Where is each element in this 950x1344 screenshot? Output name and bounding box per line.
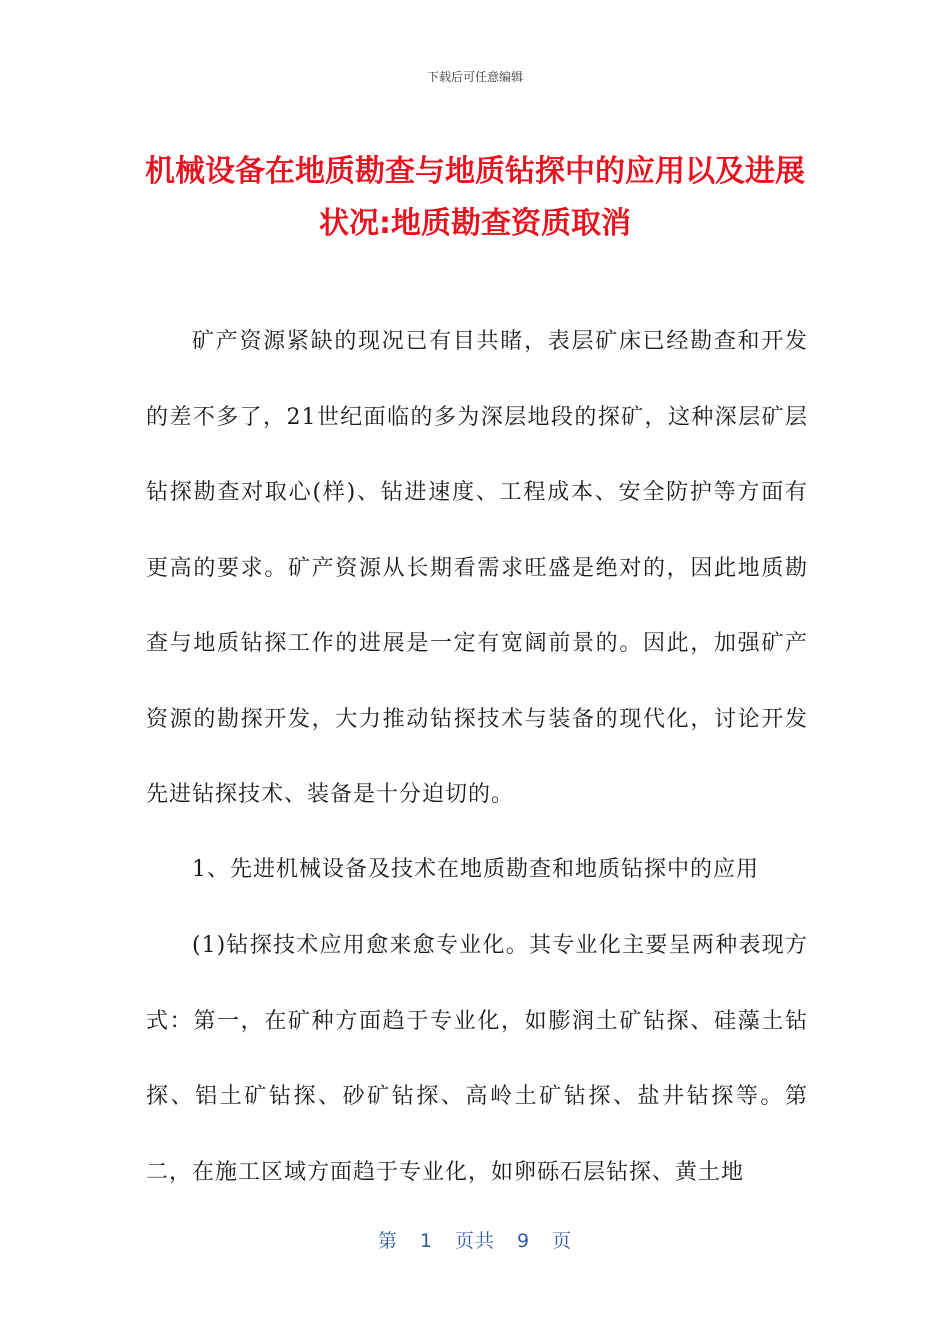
total-pages: 9	[517, 1230, 531, 1252]
page-footer	[0, 1226, 950, 1253]
page-prefix: 第	[377, 1230, 398, 1252]
body-paragraph-intro: 矿产资源紧缺的现况已有目共睹，表层矿床已经勘查和开发的差不多了，21世纪面临的多为深层地段的探矿，这种深层矿层钻探勘查对取心(样)、钻进速度、工程成本、安全防护等方面有更高的要求。矿产资源从长期看需求旺盛是绝对的，因此地质勘查与地质钻探工作的进展是一定有宽阔前景的。因此，加强矿产资源的勘探开发，大力推动钻探技术与装备的现代化，讨论开发先进钻探技术、装备是十分迫切的。	[146, 329, 808, 807]
header-note: 下载后可任意编辑	[426, 70, 523, 84]
section-heading: 1、先进机械设备及技术在地质勘查和地质钻探中的应用	[192, 857, 759, 882]
page-number: 1	[419, 1230, 433, 1252]
document-title: 机械设备在地质勘查与地质钻探中的应用以及进展状况:地质勘查资质取消	[145, 154, 805, 241]
page-mid: 页共	[454, 1230, 495, 1252]
page-suffix: 页	[552, 1230, 573, 1252]
body-paragraph-drilling: (1)钻探技术应用愈来愈专业化。其专业化主要呈两种表现方式：第一，在矿种方面趋于专业化，如膨润土矿钻探、硅藻土钻探、铝土矿钻探、砂矿钻探、高岭土矿钻探、盐井钻探等。第二，在施工区域方面趋于专业化，如卵砾石层钻探、黄土地	[146, 933, 808, 1185]
